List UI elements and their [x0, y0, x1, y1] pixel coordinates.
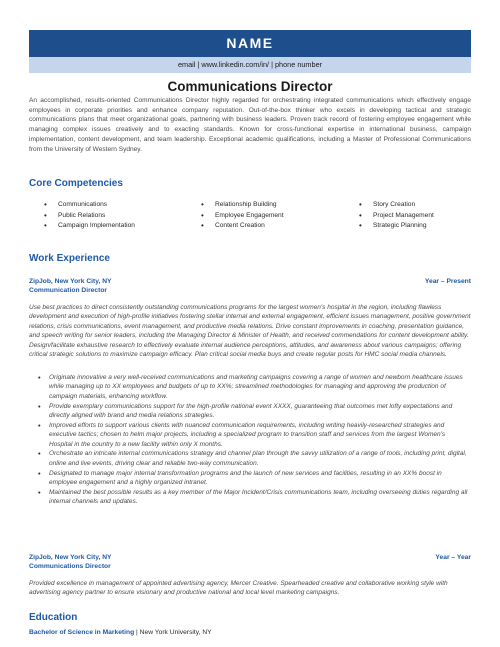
candidate-name: NAME	[29, 30, 471, 57]
job-1-description: Use best practices to direct consistently outstanding communications programs for the largest women's hospital in the region, including flawless development and execution of high-profile initiatives fostering stellar internal and external engagement, efficient issues management, positive government relations, crisis communications, event management, and productive media relations. Drive constant improvements in coaching, presentation guidance, and speech writing for senior leaders, including the Managing Director & Minister of Health, and received commendations for content development ability. Design/facilitate exhaustive research to effectively evaluate internal audience perceptions, attitudes, and awareness about various campaigns; offering critical strategic solutions to maximize campaign efficacy. Plan critical social media buys and create regular posts for HMC social media channels.	[29, 304, 471, 359]
education-school: New York University, NY	[139, 629, 212, 636]
job-1-title: Communication Director	[29, 287, 108, 294]
education-heading: Education	[29, 612, 78, 623]
competencies-grid	[29, 200, 471, 236]
education-separator: |	[136, 629, 138, 636]
work-experience-heading: Work Experience	[29, 253, 110, 264]
competency-item: • Public Relations	[44, 211, 135, 222]
job-1-header	[29, 277, 471, 287]
core-competencies-heading: Core Competencies	[29, 178, 123, 189]
job-2-title: Communications Director	[29, 563, 111, 570]
competency-item: • Content Creation	[201, 221, 284, 232]
resume-title: Communications Director	[167, 79, 333, 94]
competency-item: • Strategic Planning	[359, 221, 434, 232]
achievement-item: • Provide exemplary communications support for the high-profile national event XXXX, guaranteeing that outcomes met lofty expectations and directly aligned with brand and media relations strategies.	[38, 402, 470, 421]
achievement-item: • Orchestrate an intricate internal communications strategy and channel plan through the savvy utilization of a range of tools, including print, digital, online and live events, driving clear and reliable two-way communication.	[38, 449, 470, 468]
summary-paragraph: An accomplished, results-oriented Communications Director highly regarded for orchestrating integrated communications which effectively engage employees in corporate priorities and enhance company reputation. Out-of-the-box thinker who excels in developing tactical and strategic communications plans that meet organizational goals, partnering with business leaders. Proven track record of fostering employee engagement while managing complex issues creatively and to exacting standards. Known for cross-functional expertise in international business, campaign implementation, content development, and team leadership. Exceptional academic qualifications, including a Master of Professional Communications from the University of Western Sydney.	[29, 97, 471, 153]
education-entry	[29, 629, 212, 636]
job-2-dates: Year – Year	[435, 554, 471, 561]
competency-column-1	[44, 200, 135, 232]
competency-item: • Project Management	[359, 211, 434, 222]
competency-column-3	[359, 200, 434, 232]
education-degree: Bachelor of Science in Marketing	[29, 629, 135, 636]
job-2-description: Provided excellence in management of appointed advertising agency, Mercer Creative. Spearheaded creative and collaborative working style with advertising agency partner to ensure visionary and productive national and local level marketing campaigns.	[29, 580, 448, 597]
competency-item: • Employee Engagement	[201, 211, 284, 222]
competency-column-2	[201, 200, 284, 232]
achievement-item: • Improved efforts to support various clients with nuanced communication requirements, including writing heavily-researched strategies and executive tactics; chosen to helm major projects, including a specialized program to transition staff and services from the largest Women's Hospital in the country to a new facility within only X months.	[38, 421, 470, 449]
job-2-company: ZipJob, New York City, NY	[29, 554, 112, 561]
competency-item: • Communications	[44, 200, 135, 211]
competency-item: • Relationship Building	[201, 200, 284, 211]
competency-item: • Story Creation	[359, 200, 434, 211]
contact-line: email | www.linkedin.com/in/ | phone number	[29, 57, 471, 73]
job-2-header	[29, 553, 471, 563]
achievement-item: • Designated to manage major internal transformation programs and the launch of new services and facilities, resulting in an XX% boost in employee engagement and a highly organized intranet.	[38, 469, 470, 488]
achievement-item: • Maintained the best possible results as a key member of the Major Incident/Crisis communications team, including overseeing duties regarding all internal channels and updates.	[38, 488, 470, 507]
competency-item: • Campaign Implementation	[44, 221, 135, 232]
job-1-achievements	[38, 373, 470, 507]
job-1-dates: Year – Present	[424, 278, 471, 285]
achievement-item: • Originate innovative a very well-received communications and marketing campaigns covering a range of women and newborn healthcare issues while managing up to XX employees and budgets of up to XX%; streamlined methodologies for managing and approving the production of campaign materials, enhancing workflow.	[38, 373, 470, 401]
job-1-company: ZipJob, New York City, NY	[29, 278, 112, 285]
